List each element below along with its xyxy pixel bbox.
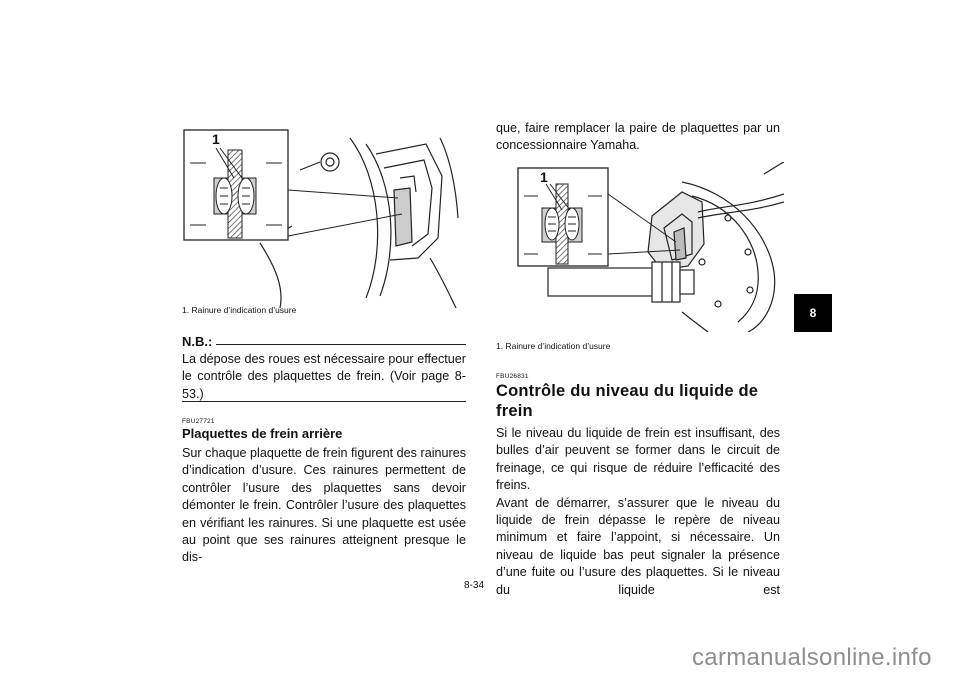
section-code: FBU26831 <box>496 373 529 380</box>
chapter-tab: 8 <box>794 294 832 332</box>
brake-pad-illustration-right <box>512 162 784 332</box>
note-text: La dépose des roues est nécessaire pour effectuer le contrôle des plaquettes de frein. (Voir page 8-53.) <box>182 352 466 401</box>
note-title: N.B.: <box>182 334 213 349</box>
watermark-text: carmanualsonline.info <box>692 644 932 671</box>
note-block <box>182 334 466 403</box>
note-rule <box>216 344 466 345</box>
continuation-text: que, faire remplacer la paire de plaquettes par un concessionnaire Yamaha. <box>496 121 780 153</box>
page-number: 8-34 <box>464 580 485 591</box>
section-title: Plaquettes de frein arrière <box>182 426 343 441</box>
figure-left-caption: 1. Rainure d’indication d’usure <box>182 305 297 315</box>
section-paragraph-1: Si le niveau du liquide de frein est insuffisant, des bulles d’air peuvent se former dans le circuit de freinage, ce qui risque de réduire l’efficacité des freins. <box>496 426 780 493</box>
brake-pad-illustration-left <box>180 118 462 308</box>
figure-left-callout: 1 <box>212 131 220 147</box>
section-title: Contrôle du niveau du liquide de frein <box>496 382 759 420</box>
section-brake-fluid <box>496 373 780 599</box>
figure-right-callout: 1 <box>540 169 548 185</box>
note-bottom-rule <box>182 401 466 402</box>
section-paragraph-2: Avant de démarrer, s’assurer que le niveau du liquide de frein dépasse le repère de niveau minimum et faire l’appoint, si nécessaire. Un niveau de liquide bas peut signaler la présence d’une fuite ou l’usure des plaquettes. Si le niveau du liquide est <box>496 495 780 597</box>
section-code: FBU27721 <box>182 418 215 425</box>
section-paragraph: Sur chaque plaquette de frein figurent des rainures d’indication d’usure. Ces rainures permettent de contrôler l’usure des plaquettes sans devoir démonter le frein. Contrôler l’usure des plaquettes en vérifiant les rainures. Si une plaquette est usée au point que ses rainures atteignent presque le dis- <box>182 446 466 565</box>
section-rear-pads <box>182 418 466 567</box>
figure-right-caption: 1. Rainure d’indication d’usure <box>496 341 611 351</box>
